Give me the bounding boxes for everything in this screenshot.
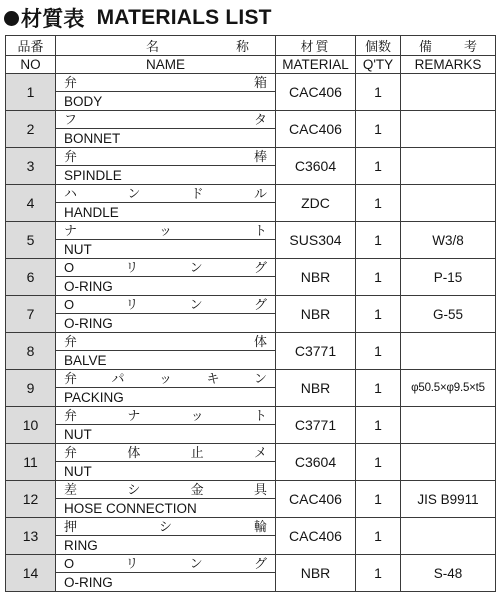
part-quantity: 1 xyxy=(356,370,401,407)
part-name-japanese-char: キ xyxy=(206,371,220,386)
part-name-japanese-char: 輪 xyxy=(253,519,267,534)
header-no-ja: 品番 xyxy=(6,36,56,56)
part-material: C3604 xyxy=(276,148,356,185)
part-name-japanese-char: 箱 xyxy=(253,75,267,90)
part-name-english: NUT xyxy=(64,242,92,257)
part-material: ZDC xyxy=(276,185,356,222)
part-name-cell xyxy=(56,148,276,185)
materials-table xyxy=(5,35,496,592)
part-name-japanese-char: ン xyxy=(189,556,203,571)
part-name-japanese xyxy=(56,407,275,425)
part-name-english: BALVE xyxy=(64,353,107,368)
table-row xyxy=(6,481,496,518)
table-row xyxy=(6,333,496,370)
part-material: NBR xyxy=(276,259,356,296)
part-quantity: 1 xyxy=(356,111,401,148)
part-material: SUS304 xyxy=(276,222,356,259)
part-name-japanese-char: ハ xyxy=(64,186,78,201)
part-quantity: 1 xyxy=(356,259,401,296)
part-name-english: RING xyxy=(64,538,98,553)
part-name-japanese-char: 止 xyxy=(190,445,204,460)
part-quantity: 1 xyxy=(356,185,401,222)
table-row xyxy=(6,259,496,296)
part-name-english: NUT xyxy=(64,427,92,442)
bullet-icon xyxy=(4,11,19,26)
header-name-ja-char: 名 xyxy=(146,39,160,54)
table-row xyxy=(6,444,496,481)
part-material: NBR xyxy=(276,296,356,333)
part-name-english: O-RING xyxy=(64,279,113,294)
part-name-japanese-char: グ xyxy=(253,297,267,312)
part-material: C3604 xyxy=(276,444,356,481)
part-name-japanese xyxy=(56,333,275,351)
part-name-japanese-char: リ xyxy=(125,556,139,571)
part-name-japanese xyxy=(56,222,275,240)
header-row-english xyxy=(6,56,496,74)
part-name-japanese xyxy=(56,259,275,277)
part-quantity: 1 xyxy=(356,555,401,592)
header-row-japanese xyxy=(6,36,496,56)
part-remarks: P-15 xyxy=(401,259,496,296)
part-quantity: 1 xyxy=(356,407,401,444)
table-row xyxy=(6,185,496,222)
part-number: 12 xyxy=(6,481,56,518)
title-english: MATERIALS LIST xyxy=(96,6,272,29)
part-name-english: HANDLE xyxy=(64,205,119,220)
part-name-japanese-char: リ xyxy=(125,297,139,312)
table-row xyxy=(6,74,496,111)
part-name-japanese-char: 金 xyxy=(190,482,204,497)
table-row xyxy=(6,555,496,592)
part-name-japanese-char: パ xyxy=(111,371,125,386)
part-name-japanese-char: 体 xyxy=(127,445,141,460)
part-name-japanese-char: 弁 xyxy=(64,371,78,386)
part-quantity: 1 xyxy=(356,296,401,333)
header-qty: Q'TY xyxy=(356,56,401,74)
part-remarks: φ50.5×φ9.5×t5 xyxy=(401,370,496,407)
part-remarks xyxy=(401,185,496,222)
page-title xyxy=(4,3,272,33)
part-name-japanese-char: ル xyxy=(253,186,267,201)
part-remarks: S-48 xyxy=(401,555,496,592)
header-material-ja xyxy=(276,36,356,56)
part-name-japanese-char: シ xyxy=(127,482,141,497)
header-name-ja-char: 称 xyxy=(235,39,249,54)
part-name-japanese-char: ナ xyxy=(64,223,78,238)
part-remarks xyxy=(401,407,496,444)
part-name-japanese-char: ン xyxy=(189,297,203,312)
header-no: NO xyxy=(6,56,56,74)
part-remarks: G-55 xyxy=(401,296,496,333)
part-number: 1 xyxy=(6,74,56,111)
part-quantity: 1 xyxy=(356,481,401,518)
part-name-cell xyxy=(56,222,276,259)
part-name-english: O-RING xyxy=(64,575,113,590)
part-material: C3771 xyxy=(276,333,356,370)
part-name-japanese-char: 弁 xyxy=(64,149,78,164)
part-name-japanese-char: 弁 xyxy=(64,334,78,349)
part-name-japanese xyxy=(56,555,275,573)
table-row xyxy=(6,518,496,555)
part-quantity: 1 xyxy=(356,333,401,370)
part-name-japanese-char: シ xyxy=(158,519,172,534)
part-name-japanese-char: ッ xyxy=(158,371,172,386)
part-name-japanese-char: O xyxy=(64,260,75,275)
part-name-japanese xyxy=(56,111,275,129)
part-name-cell xyxy=(56,407,276,444)
part-name-japanese-char: リ xyxy=(125,260,139,275)
part-name-japanese-char: グ xyxy=(253,556,267,571)
part-name-japanese xyxy=(56,148,275,166)
part-material: C3771 xyxy=(276,407,356,444)
materials-rows xyxy=(6,74,496,592)
part-name-japanese-char: 押 xyxy=(64,519,78,534)
header-remarks: REMARKS xyxy=(401,56,496,74)
header-name: NAME xyxy=(56,56,276,74)
part-name-japanese xyxy=(56,481,275,499)
part-name-english: NUT xyxy=(64,464,92,479)
part-number: 8 xyxy=(6,333,56,370)
part-material: CAC406 xyxy=(276,518,356,555)
part-name-japanese xyxy=(56,296,275,314)
header-name-ja xyxy=(56,36,276,56)
part-name-japanese-char: ト xyxy=(253,408,267,423)
header-material-ja-text: 材質 xyxy=(300,39,331,54)
part-name-cell xyxy=(56,111,276,148)
part-name-japanese-char: 体 xyxy=(253,334,267,349)
part-material: CAC406 xyxy=(276,111,356,148)
part-name-cell xyxy=(56,444,276,481)
part-number: 2 xyxy=(6,111,56,148)
part-name-cell xyxy=(56,259,276,296)
part-name-japanese-char: 棒 xyxy=(253,149,267,164)
part-number: 4 xyxy=(6,185,56,222)
table-row xyxy=(6,222,496,259)
part-name-japanese-char: ド xyxy=(190,186,204,201)
header-remarks-ja xyxy=(401,36,496,56)
part-name-japanese-char: ト xyxy=(253,223,267,238)
part-name-cell xyxy=(56,296,276,333)
part-name-japanese-char: ン xyxy=(127,186,141,201)
part-name-cell xyxy=(56,333,276,370)
part-number: 13 xyxy=(6,518,56,555)
part-name-english: BODY xyxy=(64,94,103,109)
part-material: CAC406 xyxy=(276,74,356,111)
part-name-japanese-char: 弁 xyxy=(64,408,78,423)
header-qty-ja: 個数 xyxy=(356,36,401,56)
part-material: CAC406 xyxy=(276,481,356,518)
part-name-japanese-char: 弁 xyxy=(64,445,78,460)
part-name-japanese-char: メ xyxy=(253,445,267,460)
part-name-cell xyxy=(56,370,276,407)
part-name-cell xyxy=(56,185,276,222)
part-number: 3 xyxy=(6,148,56,185)
table-row xyxy=(6,407,496,444)
part-remarks xyxy=(401,444,496,481)
part-name-english: PACKING xyxy=(64,390,124,405)
part-remarks xyxy=(401,148,496,185)
part-number: 7 xyxy=(6,296,56,333)
part-name-japanese-char: ッ xyxy=(158,223,172,238)
part-name-japanese xyxy=(56,518,275,536)
part-name-japanese-char: O xyxy=(64,297,75,312)
part-name-japanese-char: ッ xyxy=(190,408,204,423)
part-material: NBR xyxy=(276,555,356,592)
part-name-japanese-char: 差 xyxy=(64,482,78,497)
part-quantity: 1 xyxy=(356,148,401,185)
part-name-japanese-char: ナ xyxy=(127,408,141,423)
header-remarks-ja-char: 考 xyxy=(463,39,477,54)
part-name-japanese-char: 弁 xyxy=(64,75,78,90)
part-name-japanese-char: フ xyxy=(64,112,78,127)
part-material: NBR xyxy=(276,370,356,407)
header-remarks-ja-char: 備 xyxy=(419,39,433,54)
part-name-cell xyxy=(56,74,276,111)
part-quantity: 1 xyxy=(356,74,401,111)
part-number: 10 xyxy=(6,407,56,444)
part-name-japanese xyxy=(56,74,275,92)
part-name-english: SPINDLE xyxy=(64,168,122,183)
part-name-english: BONNET xyxy=(64,131,121,146)
part-number: 5 xyxy=(6,222,56,259)
part-name-japanese-char: O xyxy=(64,556,75,571)
part-number: 9 xyxy=(6,370,56,407)
part-quantity: 1 xyxy=(356,518,401,555)
part-remarks xyxy=(401,333,496,370)
part-name-japanese xyxy=(56,370,275,388)
part-name-japanese-char: 具 xyxy=(253,482,267,497)
part-name-english: HOSE CONNECTION xyxy=(64,501,197,516)
table-row xyxy=(6,148,496,185)
part-number: 14 xyxy=(6,555,56,592)
part-remarks xyxy=(401,111,496,148)
table-row xyxy=(6,111,496,148)
part-name-japanese xyxy=(56,185,275,203)
part-name-japanese-char: ン xyxy=(253,371,267,386)
part-remarks: W3/8 xyxy=(401,222,496,259)
table-row xyxy=(6,296,496,333)
part-remarks xyxy=(401,518,496,555)
part-quantity: 1 xyxy=(356,222,401,259)
part-name-english: O-RING xyxy=(64,316,113,331)
part-name-cell xyxy=(56,555,276,592)
part-number: 11 xyxy=(6,444,56,481)
part-name-cell xyxy=(56,481,276,518)
header-material: MATERIAL xyxy=(276,56,356,74)
part-remarks: JIS B9911 xyxy=(401,481,496,518)
part-name-japanese xyxy=(56,444,275,462)
part-name-japanese-char: グ xyxy=(253,260,267,275)
table-row xyxy=(6,370,496,407)
part-number: 6 xyxy=(6,259,56,296)
part-name-japanese-char: タ xyxy=(253,112,267,127)
part-name-japanese-char: ン xyxy=(189,260,203,275)
part-name-cell xyxy=(56,518,276,555)
part-quantity: 1 xyxy=(356,444,401,481)
title-japanese: 材質表 xyxy=(21,8,85,31)
part-remarks xyxy=(401,74,496,111)
